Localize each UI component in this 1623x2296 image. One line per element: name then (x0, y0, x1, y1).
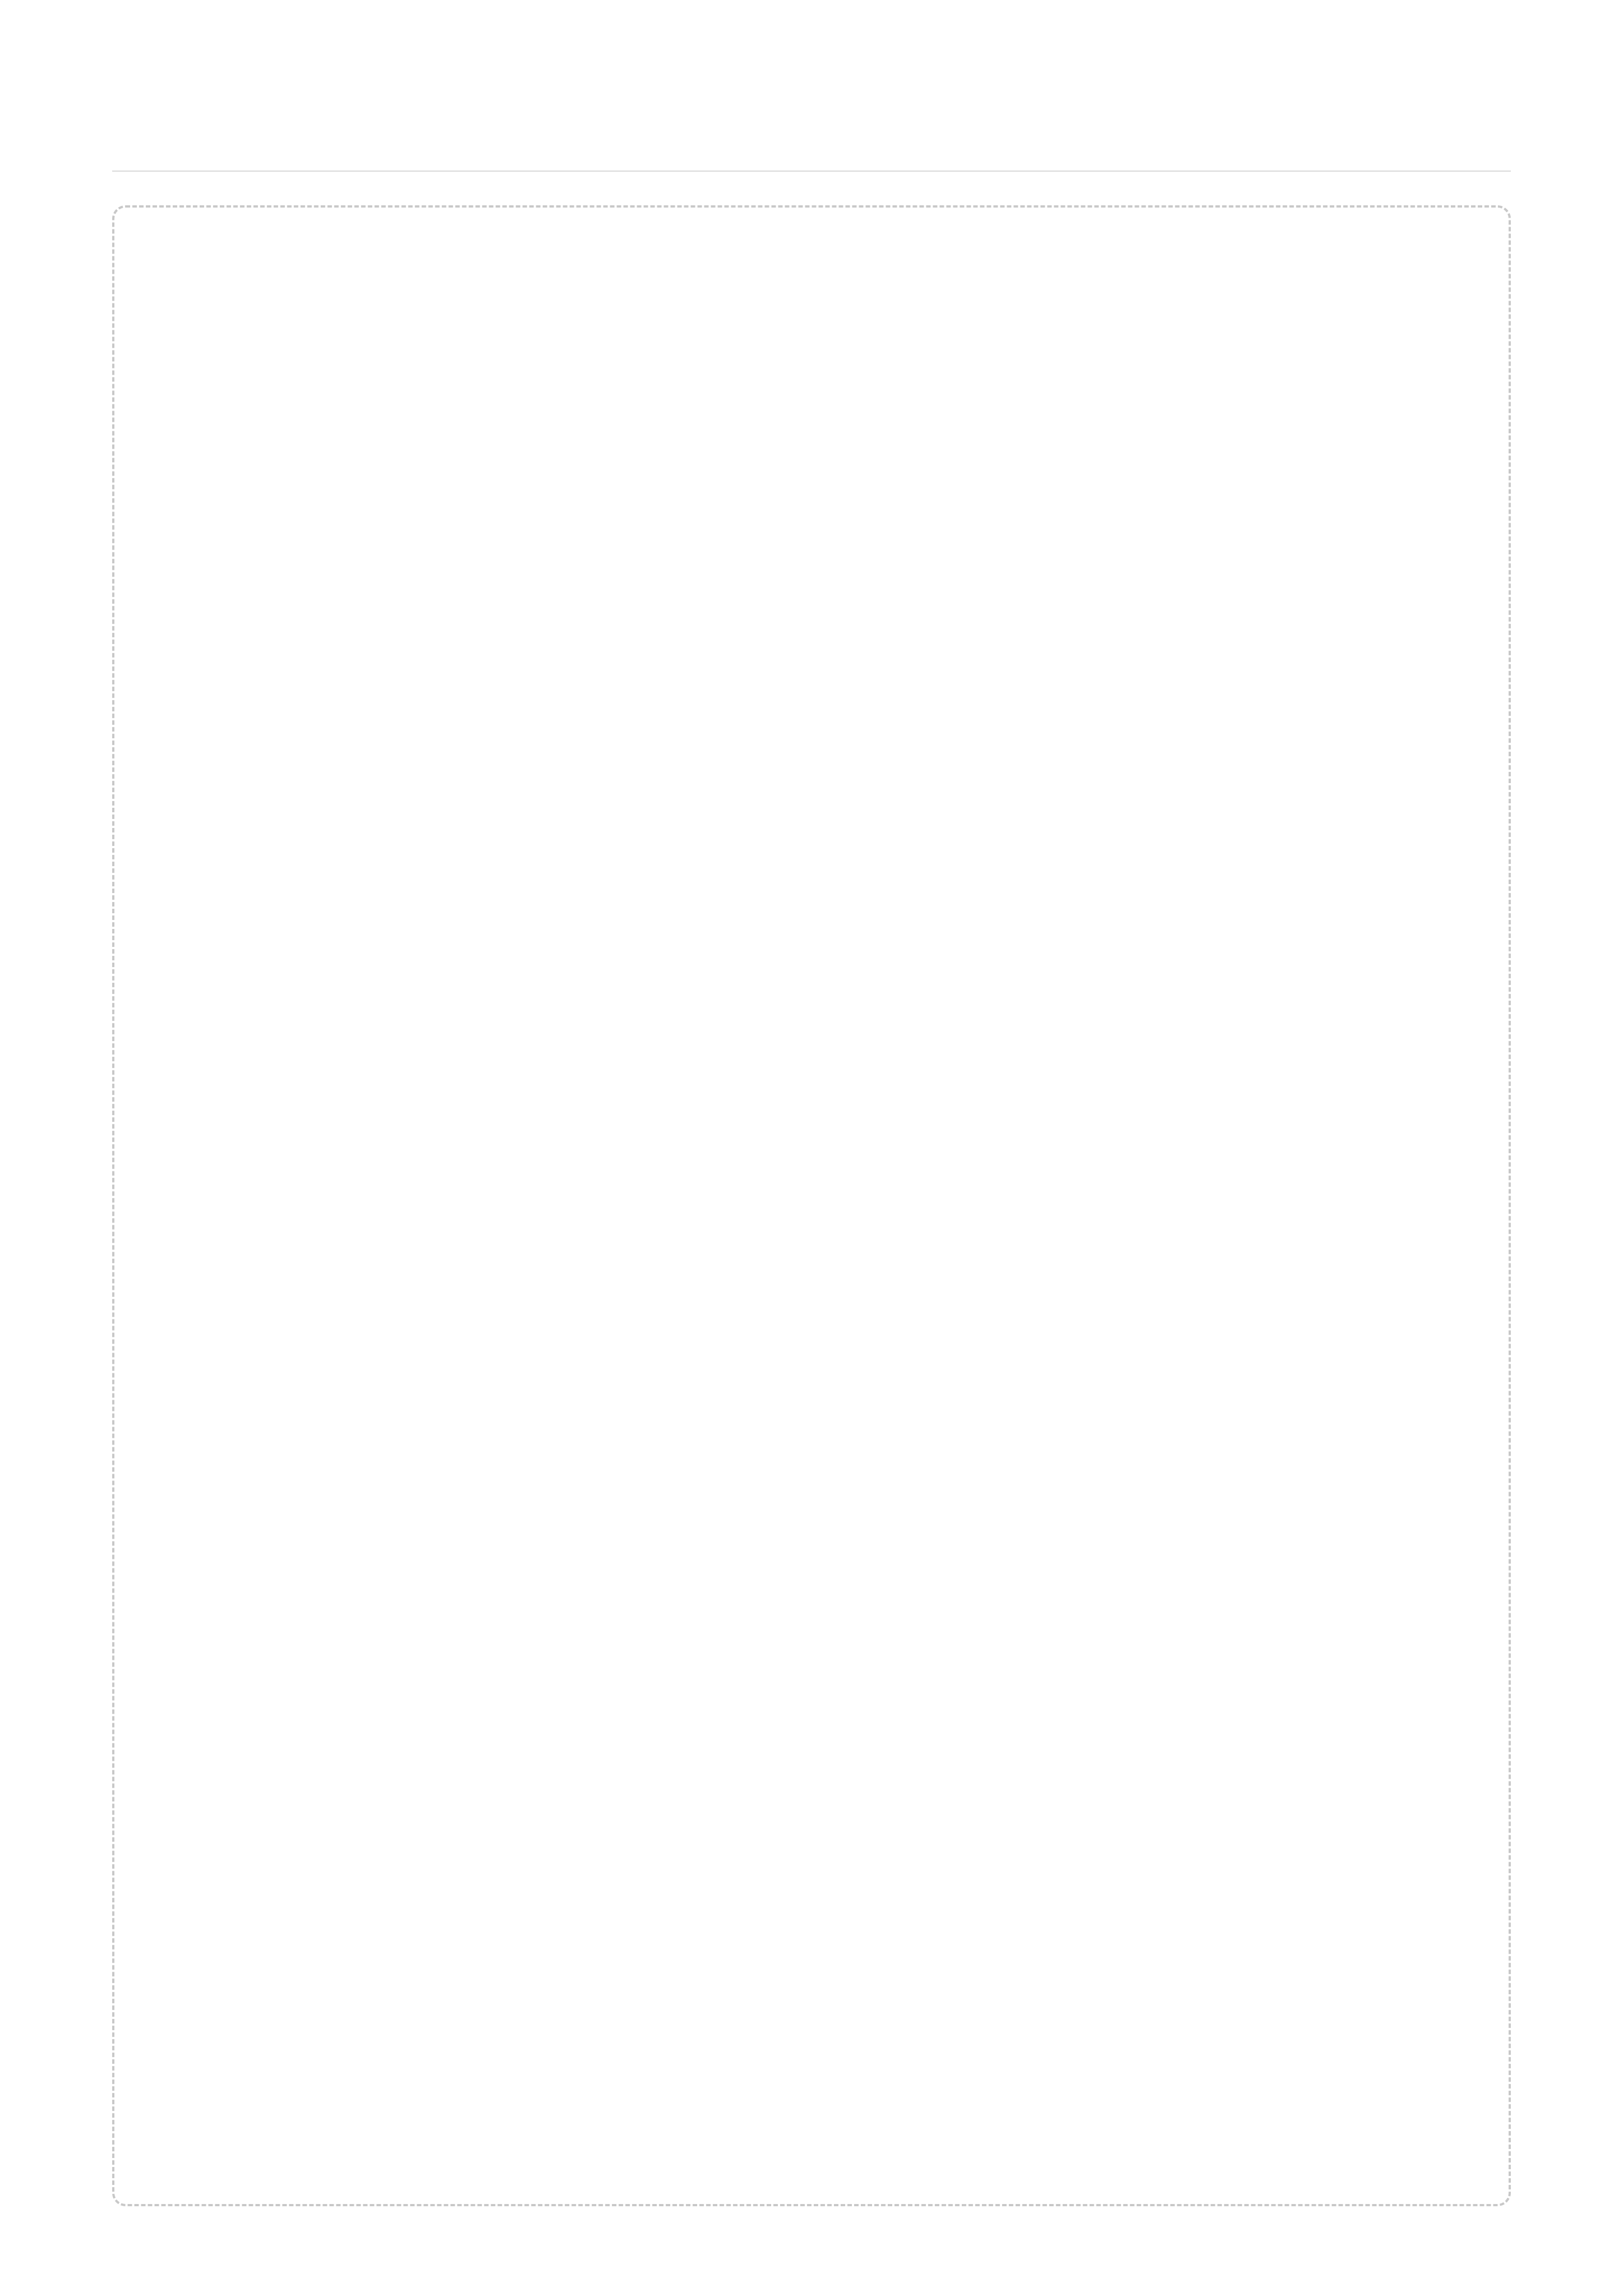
main-content (112, 205, 1511, 2206)
page-header (112, 90, 1511, 172)
content-placeholder (112, 205, 1511, 2206)
